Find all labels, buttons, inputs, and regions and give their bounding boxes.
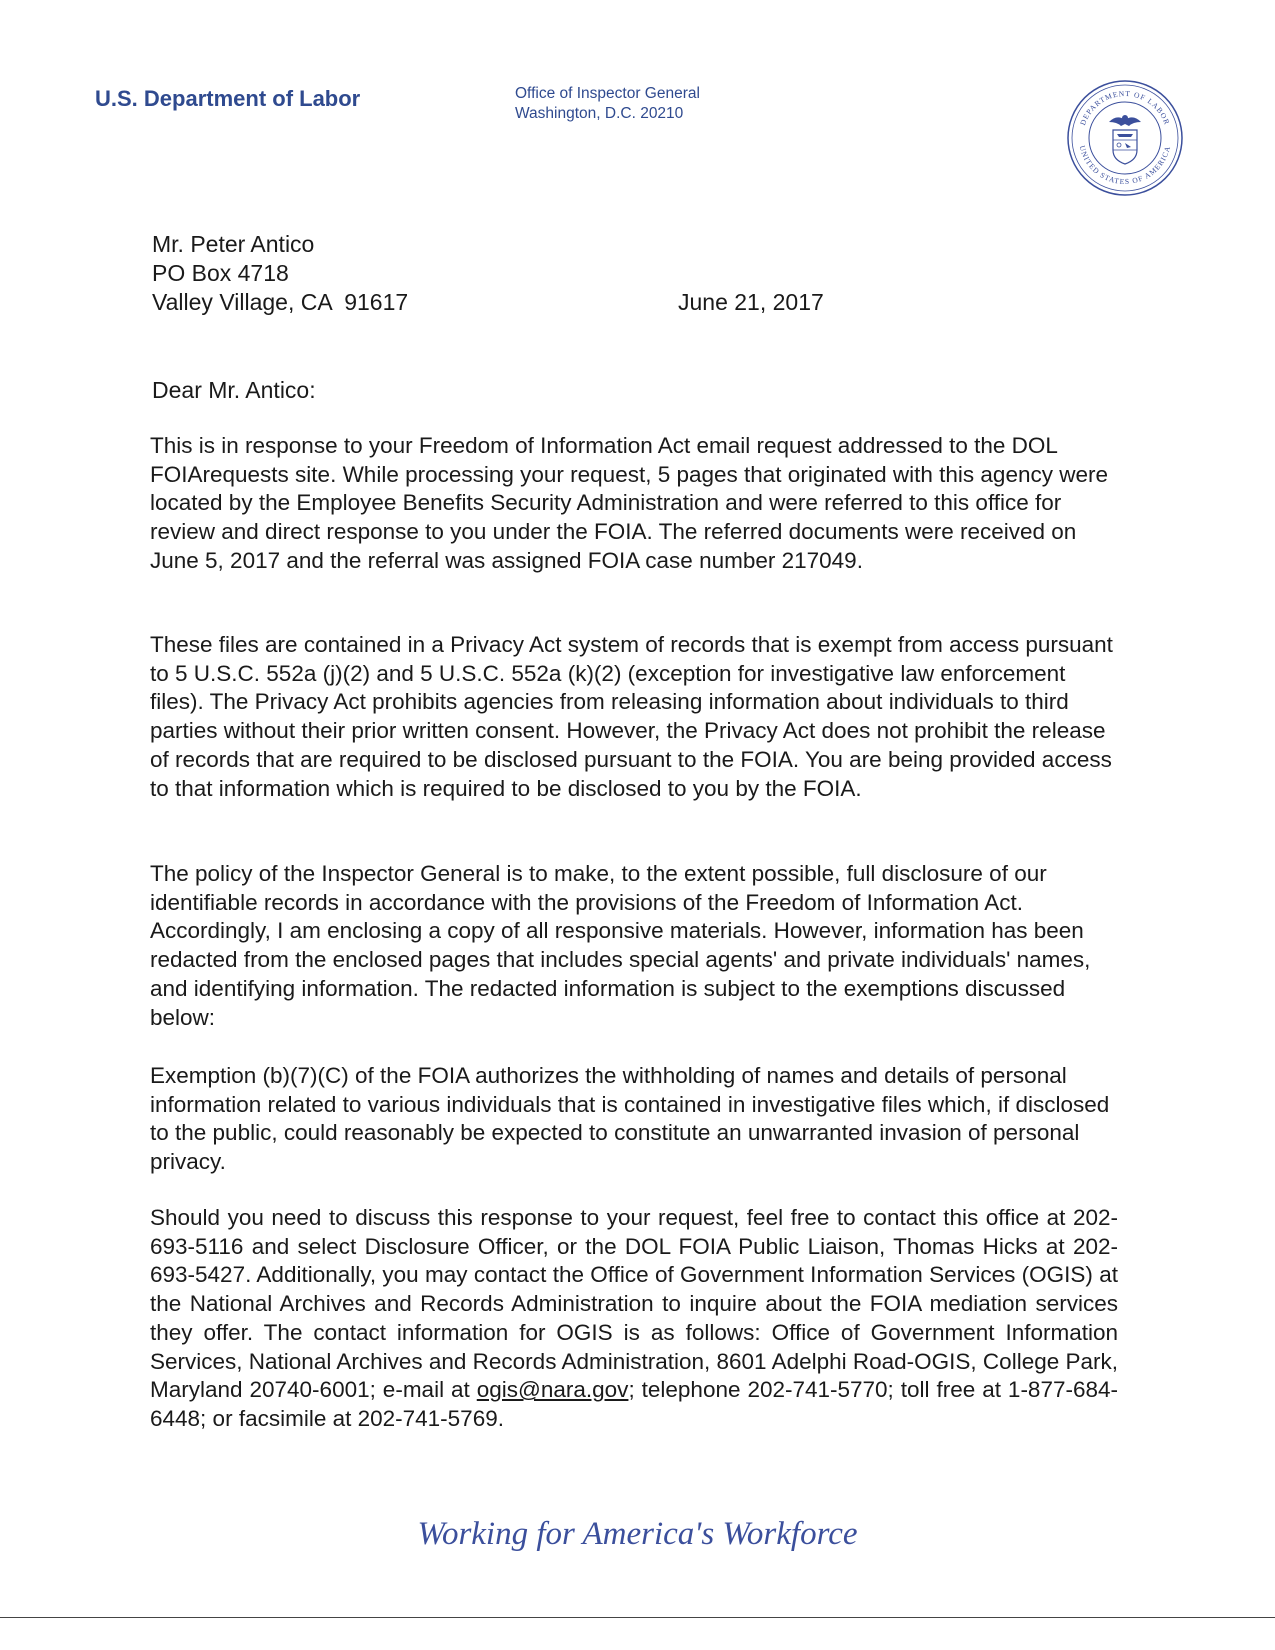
footer-divider [0,1617,1275,1618]
paragraph-response-intro: This is in response to your Freedom of Information Act email request addressed to the DOL FOIArequests site. While processing your request, 5 pages that originated with this agency were located by the Employee Benefits Security Administration and were referred to this office for review and direct response to you under the FOIA. The referred documents were received on June 5, 2017 and the referral was assigned FOIA case number 217049. [150,433,1108,573]
paragraph-exemption: Exemption (b)(7)(C) of the FOIA authorizes the withholding of names and details of personal information related to various individuals that is contained in investigative files which, if disclosed to the public, could reasonably be expected to constitute an unwarranted invasion of personal privacy. [150,1063,1110,1175]
footer-motto: Working for America's Workforce [417,1516,858,1552]
office-address [515,84,700,124]
letter-date: June 21, 2017 [678,289,824,315]
paragraph-disclosure-policy: The policy of the Inspector General is to make, to the extent possible, full disclosure of our identifiable records in accordance with the provisions of the Freedom of Information Act. Accordingly, I am enclosing a copy of all responsive materials. However, information has been redacted from the enclosed pages that includes special agents' and private individuals' names, and identifying information. The redacted information is subject to the exemptions discussed below: [150,861,1091,1030]
contact-text-before-email: Should you need to discuss this response to your request, feel free to contact this office at 202-693-5116 and select Disclosure Officer, or the DOL FOIA Public Liaison, Thomas Hicks at 202-693-5427. Additionally, you may contact the Office of Government Information Services (OGIS) at the National Archives and Records Administration to inquire about the FOIA mediation services they offer. The contact information for OGIS is as follows: Office of Government Information Services, National Archives and Records Administration, 8601 Adelphi Road-OGIS, College Park, Maryland 20740-6001; e-mail at [150,1205,1118,1403]
recipient-name: Mr. Peter Antico [152,231,315,257]
seal-text-top: DEPARTMENT OF LABOR [1078,88,1172,127]
recipient-address-line2: Valley Village, CA 91617 [152,289,409,315]
ogis-email-link[interactable]: ogis@nara.gov [476,1377,629,1403]
seal-text-bottom: UNITED STATES OF AMERICA [1077,144,1173,187]
department-name: U.S. Department of Labor [95,86,361,111]
salutation: Dear Mr. Antico: [152,377,316,403]
paragraph-privacy-act: These files are contained in a Privacy Act system of records that is exempt from access pursuant to 5 U.S.C. 552a (j)(2) and 5 U.S.C. 552a (k)(2) (exception for investigative law enforcement files). The Privacy Act prohibits agencies from releasing information about individuals to third parties without their prior written consent. However, the Privacy Act does not prohibit the release of records that are required to be disclosed pursuant to the FOIA. You are being provided access to that information which is required to be disclosed to you by the FOIA. [150,632,1113,801]
recipient-address-line1: PO Box 4718 [152,260,289,286]
office-name: Office of Inspector General [515,85,700,102]
department-seal-icon [1065,78,1185,198]
office-city: Washington, D.C. 20210 [515,105,684,122]
paragraph-contact-info [150,1204,1118,1434]
contact-text-after-email: ; telephone 202-741-5770; toll free at 1-877-684-6448; or facsimile at 202-741-5769. [150,1377,1118,1431]
recipient-address [152,230,408,317]
